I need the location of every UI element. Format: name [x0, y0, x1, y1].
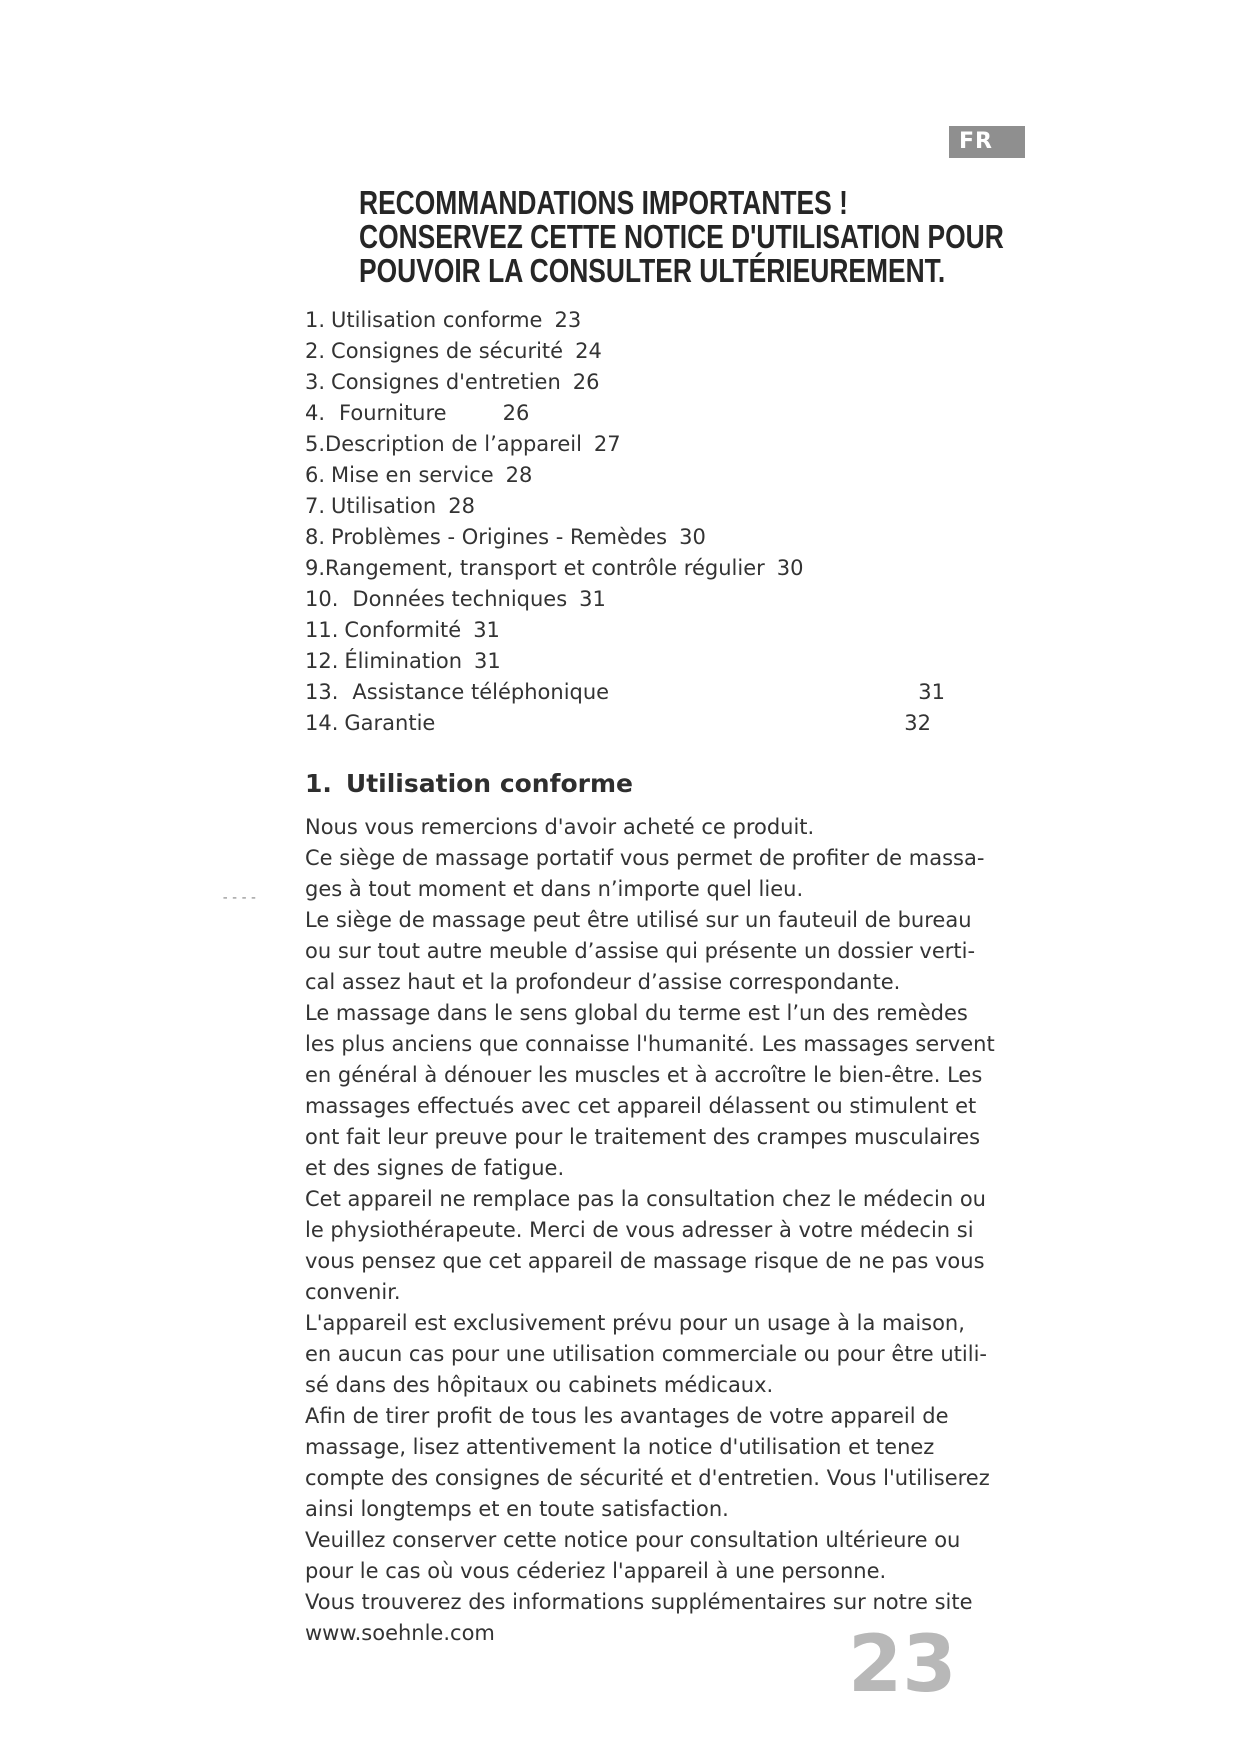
toc-title: Élimination — [344, 649, 463, 673]
toc-number: 2. — [305, 339, 326, 363]
toc-page: 31 — [473, 618, 500, 642]
heading-line: RECOMMANDATIONS IMPORTANTES ! — [359, 184, 848, 221]
toc-number: 1. — [305, 308, 326, 332]
section-body — [305, 812, 995, 1649]
body-line: Veuillez conserver cette notice pour consultation ultérieure ou — [305, 1528, 961, 1552]
toc-title: Consignes d'entretien — [331, 370, 561, 394]
toc-page: 32 — [904, 711, 931, 735]
toc-item[interactable] — [305, 398, 945, 429]
toc-number: 13. — [305, 680, 339, 704]
body-line: Le siège de massage peut être utilisé sur un fauteuil de bureau — [305, 908, 972, 932]
body-line: ges à tout moment et dans n’importe quel lieu. — [305, 877, 804, 901]
toc-page: 28 — [448, 494, 475, 518]
heading-line: POUVOIR LA CONSULTER ULTÉRIEUREMENT. — [359, 252, 946, 289]
toc-item[interactable] — [305, 522, 945, 553]
margin-mark: ---- — [221, 890, 259, 906]
toc-item[interactable] — [305, 491, 945, 522]
table-of-contents — [305, 305, 945, 739]
toc-item[interactable] — [305, 553, 945, 584]
toc-item[interactable] — [305, 367, 945, 398]
toc-item[interactable] — [305, 460, 945, 491]
toc-title: Utilisation — [331, 494, 437, 518]
body-line: vous pensez que cet appareil de massage risque de ne pas vous — [305, 1249, 985, 1273]
toc-page: 28 — [505, 463, 533, 487]
body-line: Ce siège de massage portatif vous permet de profiter de massa- — [305, 846, 985, 870]
important-notice-heading — [359, 184, 1004, 289]
toc-item[interactable] — [305, 584, 945, 615]
toc-item[interactable] — [305, 708, 945, 739]
language-tab: FR — [949, 126, 1025, 158]
body-line: Le massage dans le sens global du terme est l’un des remèdes — [305, 1001, 968, 1025]
toc-title: Garantie — [344, 711, 436, 735]
body-line: en général à dénouer les muscles et à accroître le bien-être. Les — [305, 1063, 983, 1087]
toc-number: 14. — [305, 711, 339, 735]
body-line: massage, lisez attentivement la notice d'utilisation et tenez — [305, 1435, 935, 1459]
toc-number: 11. — [305, 618, 339, 642]
toc-item[interactable] — [305, 646, 945, 677]
section-number: 1. — [305, 769, 332, 798]
body-line: Cet appareil ne remplace pas la consultation chez le médecin ou — [305, 1187, 986, 1211]
body-line: le physiothérapeute. Merci de vous adresser à votre médecin si — [305, 1218, 974, 1242]
toc-title: Utilisation conforme — [331, 308, 543, 332]
body-line: sé dans des hôpitaux ou cabinets médicaux. — [305, 1373, 774, 1397]
toc-page: 30 — [679, 525, 706, 549]
toc-number: 3. — [305, 370, 326, 394]
body-line: pour le cas où vous céderiez l'appareil à une personne. — [305, 1559, 887, 1583]
page-number: 23 — [848, 1620, 957, 1710]
toc-number: 10. — [305, 587, 339, 611]
body-line: massages effectués avec cet appareil délassent ou stimulent et — [305, 1094, 977, 1118]
toc-number: 6. — [305, 463, 326, 487]
toc-item[interactable] — [305, 615, 945, 646]
toc-title: Conformité — [344, 618, 462, 642]
toc-page: 23 — [554, 308, 582, 332]
toc-title: Problèmes - Origines - Remèdes — [331, 525, 668, 549]
body-line: L'appareil est exclusivement prévu pour un usage à la maison, — [305, 1311, 965, 1335]
body-line: les plus anciens que connaisse l'humanité. Les massages servent — [305, 1032, 995, 1056]
body-line: compte des consignes de sécurité et d'entretien. Vous l'utiliserez — [305, 1466, 990, 1490]
toc-page: 24 — [575, 339, 602, 363]
toc-page: 30 — [776, 556, 804, 580]
toc-page: 31 — [474, 649, 501, 673]
toc-number: 4. — [305, 401, 326, 425]
toc-page: 26 — [572, 370, 600, 394]
body-line: Nous vous remercions d'avoir acheté ce produit. — [305, 815, 815, 839]
toc-number: 8. — [305, 525, 326, 549]
toc-number: 7. — [305, 494, 326, 518]
website-link[interactable]: www.soehnle.com — [305, 1621, 495, 1645]
body-line: Vous trouverez des informations supplémentaires sur notre site — [305, 1590, 973, 1614]
toc-page: 31 — [579, 587, 606, 611]
toc-page: 26 — [502, 401, 530, 425]
body-line: convenir. — [305, 1280, 401, 1304]
body-line: ou sur tout autre meuble d’assise qui présente un dossier verti- — [305, 939, 976, 963]
toc-item[interactable] — [305, 429, 945, 460]
toc-title: Description de l’appareil — [325, 432, 582, 456]
body-line: et des signes de fatigue. — [305, 1156, 565, 1180]
toc-title: Mise en service — [331, 463, 494, 487]
toc-title: Fourniture — [339, 401, 447, 425]
body-line: en aucun cas pour une utilisation commerciale ou pour être utili- — [305, 1342, 987, 1366]
toc-page: 31 — [918, 680, 945, 704]
toc-title: Rangement, transport et contrôle régulier — [325, 556, 765, 580]
toc-item[interactable] — [305, 336, 945, 367]
toc-item[interactable] — [305, 305, 945, 336]
toc-title: Données techniques — [352, 587, 568, 611]
body-line: Afin de tirer profit de tous les avantages de votre appareil de — [305, 1404, 949, 1428]
section-heading — [305, 769, 633, 798]
toc-number: 9. — [305, 556, 326, 580]
body-line: ainsi longtemps et en toute satisfaction. — [305, 1497, 729, 1521]
toc-page: 27 — [593, 432, 621, 456]
toc-number: 12. — [305, 649, 339, 673]
heading-line: CONSERVEZ CETTE NOTICE D'UTILISATION POUR — [359, 218, 1004, 255]
toc-title: Consignes de sécurité — [331, 339, 564, 363]
toc-title: Assistance téléphonique — [352, 680, 610, 704]
toc-number: 5. — [305, 432, 326, 456]
section-title: Utilisation conforme — [345, 769, 633, 798]
body-line: cal assez haut et la profondeur d’assise correspondante. — [305, 970, 901, 994]
toc-item[interactable] — [305, 677, 945, 708]
body-line: ont fait leur preuve pour le traitement des crampes musculaires — [305, 1125, 981, 1149]
